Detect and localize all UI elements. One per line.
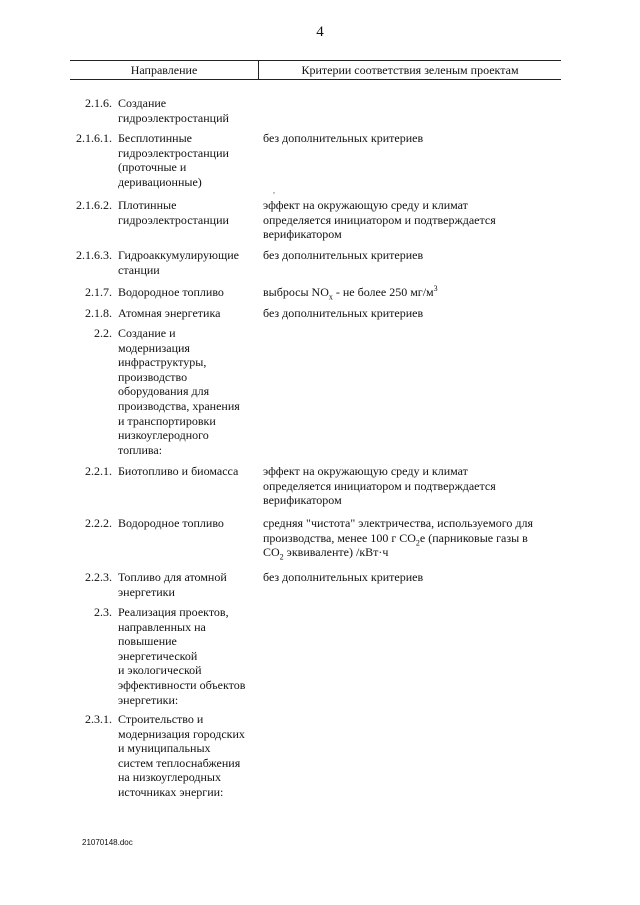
row-number: 2.3.1.: [85, 712, 112, 726]
row-number: 2.1.8.: [85, 306, 112, 320]
header-top-rule: [70, 60, 561, 61]
row-number: 2.2.3.: [85, 570, 112, 584]
row-number: 2.1.6.1.: [76, 131, 112, 145]
row-direction: Водородное топливо: [118, 285, 224, 299]
row-direction: Создание и модернизация инфраструктуры, производство оборудования для производства, хранения и транспортировки низкоуглеродного топлива:: [118, 326, 240, 457]
row-criteria: средняя "чистота" электричества, используемого для производства, менее 100 г $CO_2e$ (парниковые газы в $CO_2$ эквиваленте) /кВт·ч: [263, 516, 534, 562]
row-criteria: без дополнительных критериев: [263, 570, 424, 584]
row-criteria: без дополнительных критериев: [263, 248, 424, 262]
row-direction: Водородное топливо: [118, 516, 224, 530]
row-number: 2.1.6.: [85, 96, 112, 110]
row-direction: Создание гидроэлектростанций: [118, 96, 229, 125]
footer-doc-id: 21070148.doc: [82, 838, 133, 847]
row-number: 2.2.2.: [85, 516, 112, 530]
stray-mark: ,: [273, 186, 275, 195]
row-criteria: без дополнительных критериев: [263, 131, 424, 145]
row-direction: Бесплотинные гидроэлектростанции (проточные и деривационные): [118, 131, 229, 189]
row-number: 2.2.1.: [85, 464, 112, 478]
row-direction: Атомная энергетика: [118, 306, 221, 320]
header-bottom-rule: [70, 79, 561, 80]
row-direction: Топливо для атомной энергетики: [118, 570, 227, 599]
row-number: 2.3.: [94, 605, 112, 619]
row-direction: Реализация проектов, направленных на повышение энергетической и экологической эффективности объектов энергетики:: [118, 605, 246, 707]
row-number: 2.2.: [94, 326, 112, 340]
row-number: 2.1.7.: [85, 285, 112, 299]
row-direction: Биотопливо и биомасса: [118, 464, 239, 478]
row-criteria: эффект на окружающую среду и климат определяется инициатором и подтверждается верификатором: [263, 198, 496, 242]
row-criteria: эффект на окружающую среду и климат определяется инициатором и подтверждается верификатором: [263, 464, 496, 508]
page-number: 4: [316, 24, 324, 40]
row-number: 2.1.6.3.: [76, 248, 112, 262]
row-criteria: выбросы $NO_x$ - не более 250 $мг/м^3$: [263, 284, 438, 302]
row-direction: Строительство и модернизация городских и муниципальных систем теплоснабжения на низкоуглеродных источниках энергии:: [118, 712, 245, 799]
row-number: 2.1.6.2.: [76, 198, 112, 212]
row-direction: Гидроаккумулирующие станции: [118, 248, 239, 277]
column-header-direction: Направление: [130, 63, 198, 77]
row-direction: Плотинные гидроэлектростанции: [118, 198, 229, 227]
column-header-criteria: Критерии соответствия зеленым проектам: [301, 63, 519, 77]
row-criteria: без дополнительных критериев: [263, 306, 424, 320]
